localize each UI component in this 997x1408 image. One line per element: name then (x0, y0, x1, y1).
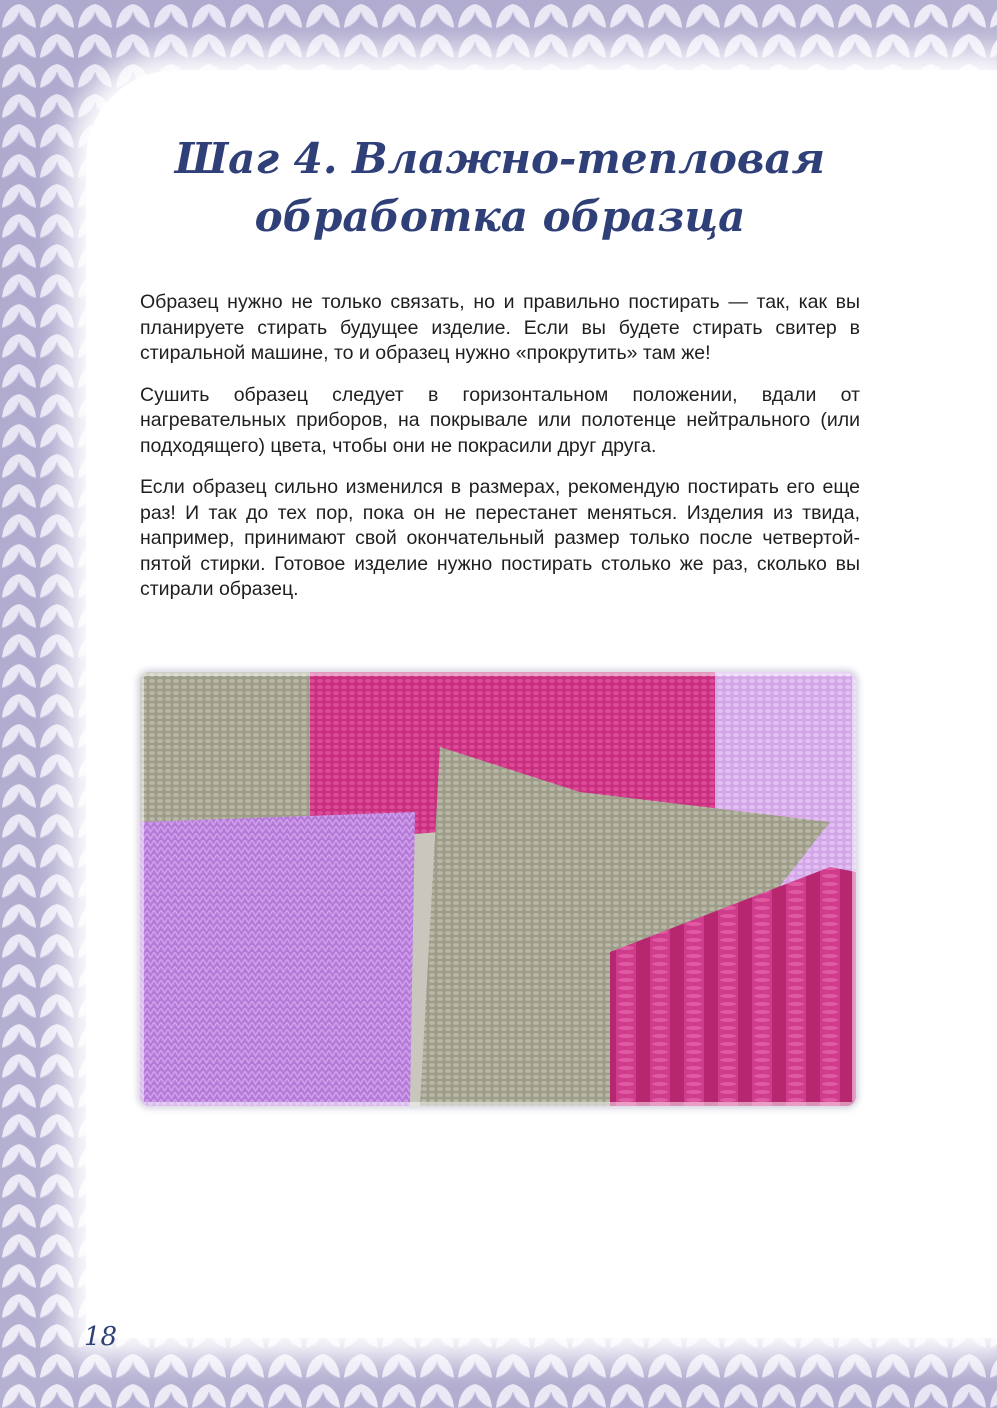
paragraph-3: Если образец сильно изменился в размерах, рекомендую постирать его еще раз! И так до тех пор, пока он не перестанет меняться. Изделия из твида, например, принимают свой окончательный размер только после четвертой-пятой стирки. Готовое изделие нужно постирать столько же раз, сколько вы стирали образец. (140, 476, 860, 600)
title-line-2: обработка образца (254, 192, 746, 241)
knitted-swatches-illustration (140, 672, 856, 1106)
page-title (140, 130, 860, 246)
body-text (140, 290, 860, 619)
paragraph-1: Образец нужно не только связать, но и правильно постирать — так, как вы планируете стирать будущее изделие. Если вы будете стирать свитер в стиральной машине, то и образец нужно «прокрутить» там же! (140, 291, 860, 364)
title-line-1: Шаг 4. Влажно-тепловая (174, 134, 826, 183)
page-number: 18 (84, 1322, 118, 1352)
paragraph-2: Сушить образец следует в горизонтальном положении, вдали от нагревательных приборов, на покрывале или полотенце нейтрального (или подходящего) цвета, чтобы они не покрасили друг друга. (140, 383, 860, 457)
knitted-swatches-photo (140, 672, 856, 1106)
